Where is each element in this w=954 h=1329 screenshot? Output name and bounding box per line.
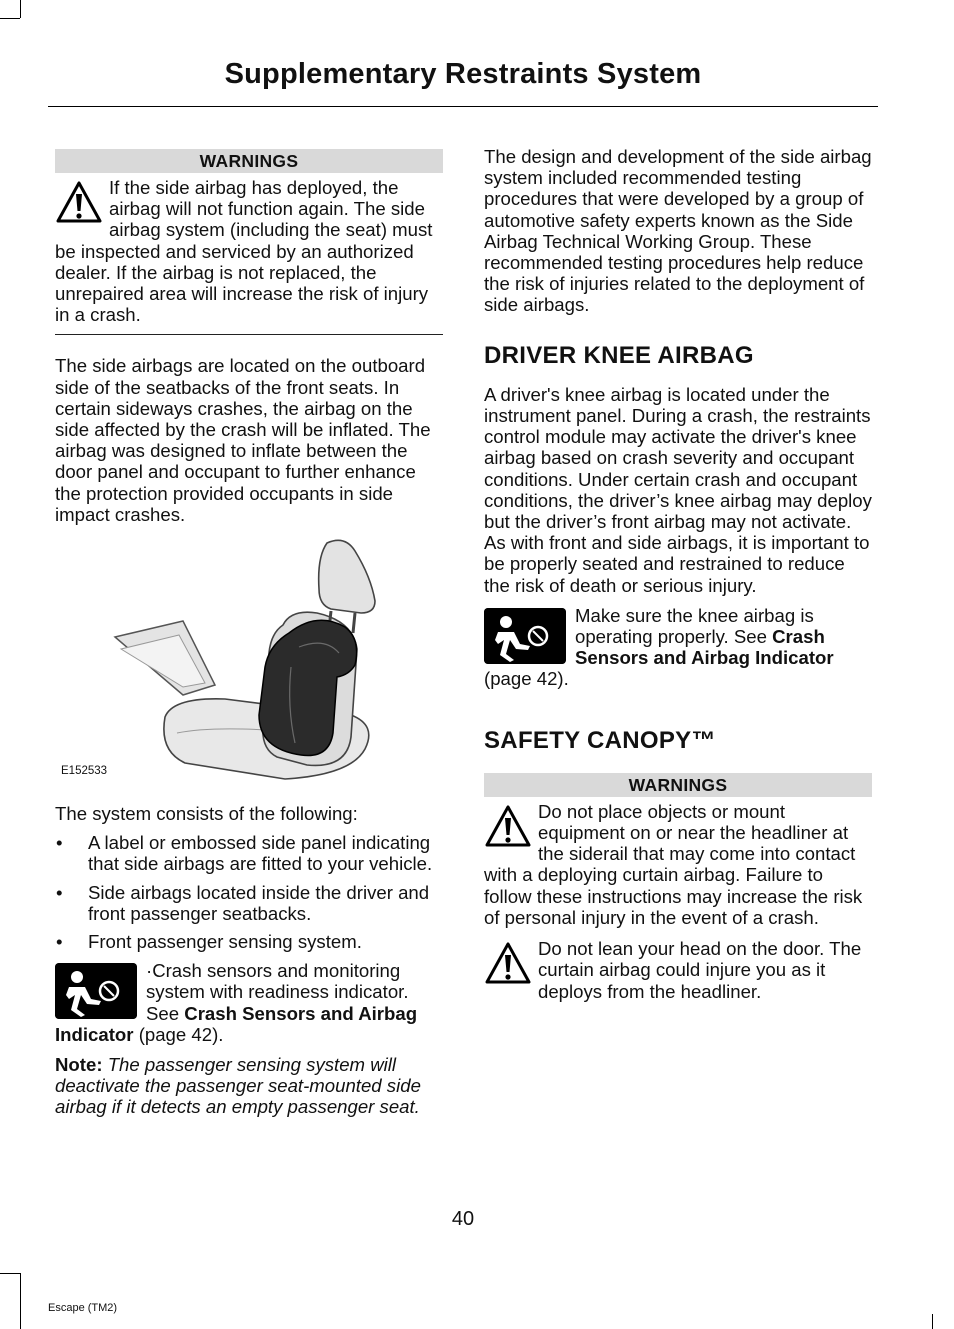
knee-airbag-paragraph: A driver's knee airbag is located under the instrument panel. During a crash, the restraints control module may activate the driver's knee airbag based on crash severity and occupant conditions. Under certain crash and occupant conditions, the driver’s knee airbag may deploy but the driver’s front airbag may not activate. As with front and side airbags, it is important to be properly seated and restrained to reduce the risk of death or serious injury.	[484, 383, 872, 596]
list-item	[55, 931, 443, 952]
page-title: Supplementary Restraints System	[224, 58, 702, 90]
warning-block	[55, 177, 443, 335]
safety-canopy-heading: SAFETY CANOPY™	[484, 726, 716, 754]
airbag-warning-icon	[484, 608, 566, 664]
warning-block	[484, 938, 872, 1002]
knee-airbag-heading: DRIVER KNEE AIRBAG	[484, 341, 754, 369]
knee-indicator-text: Make sure the knee airbag is operating properly. See	[575, 604, 814, 648]
warning-block	[484, 801, 872, 928]
right-column	[484, 146, 872, 1002]
warning-text: Do not lean your head on the door. The curtain airbag could injure you as it deploys from the headliner.	[538, 938, 862, 1002]
bullet-marker: •	[56, 881, 63, 903]
warnings-header: WARNINGS	[484, 773, 872, 797]
warning-divider	[55, 334, 443, 335]
system-consists-text: The system consists of the following:	[55, 803, 358, 825]
title-divider	[48, 106, 878, 107]
crop-mark	[20, 0, 21, 18]
knee-indicator-block	[484, 605, 872, 690]
indicator-text: ·Crash sensors and monitoring system with readiness indicator. See	[146, 960, 409, 1024]
crash-sensors-link[interactable]: Crash Sensors and Airbag Indicator	[575, 626, 834, 669]
crop-mark	[0, 1273, 20, 1274]
bullet-marker: •	[56, 931, 63, 953]
left-column	[55, 149, 443, 1118]
note-text: The passenger sensing system will deactivate the passenger seat-mounted side airbag if it detects an empty passenger seat.	[55, 1054, 421, 1118]
warning-triangle-icon	[484, 803, 532, 849]
page-number: 40	[451, 1208, 475, 1230]
warnings-header: WARNINGS	[55, 149, 443, 173]
crop-mark	[0, 18, 20, 19]
design-paragraph: The design and development of the side airbag system included recommended testing procedures that were developed by a group of automotive safety experts known as the Side Airbag Technical Working Group. These recommended testing procedures help reduce the risk of injuries related to the deployment of side airbags.	[484, 146, 872, 316]
crash-sensors-link[interactable]: Crash Sensors and Airbag Indicator	[55, 1002, 418, 1045]
figure-id: E152533	[61, 765, 108, 778]
list-item	[55, 882, 443, 924]
list-item-text: A label or embossed side panel indicating that side airbags are fitted to your vehicle.	[88, 832, 433, 875]
crop-mark	[932, 1314, 933, 1329]
side-airbag-paragraph: The side airbags are located on the outboard side of the seatbacks of the front seats. In certain sideways crashes, the airbag on the side affected by the crash will be inflated. The airbag was designed to inflate between the door panel and occupant to further enhance the protection provided occupants in side impact crashes.	[55, 355, 431, 525]
warning-text: If the side airbag has deployed, the airbag will not function again. The side airbag system (including the seat) must be inspected and serviced by an authorized dealer. If the airbag is not replaced, the unrepaired area will increase the risk of injury in a crash.	[55, 177, 433, 326]
note-label: Note:	[55, 1054, 103, 1076]
page-reference: (page 42).	[484, 668, 569, 690]
warning-triangle-icon	[55, 179, 103, 225]
warning-text: Do not place objects or mount equipment on or near the headliner at the siderail that may come into contact with a deploying curtain airbag. Failure to follow these instructions may increase the risk of personal injury in the event of a crash.	[484, 800, 863, 928]
note-paragraph	[55, 1054, 443, 1118]
list-item	[55, 832, 443, 874]
list-item-text: Front passenger sensing system.	[88, 931, 362, 953]
airbag-warning-icon	[55, 963, 137, 1019]
list-item-text: Side airbags located inside the driver and front passenger seatbacks.	[88, 881, 430, 924]
warning-triangle-icon	[484, 940, 532, 986]
component-list	[55, 832, 443, 952]
bullet-marker: •	[56, 832, 63, 854]
page-reference: (page 42).	[138, 1023, 224, 1045]
seat-airbag-image	[55, 537, 443, 795]
seat-illustration	[55, 537, 443, 795]
document-name: Escape (TM2)	[48, 1302, 118, 1314]
airbag-indicator-block	[55, 960, 443, 1045]
crop-mark	[20, 1273, 21, 1329]
